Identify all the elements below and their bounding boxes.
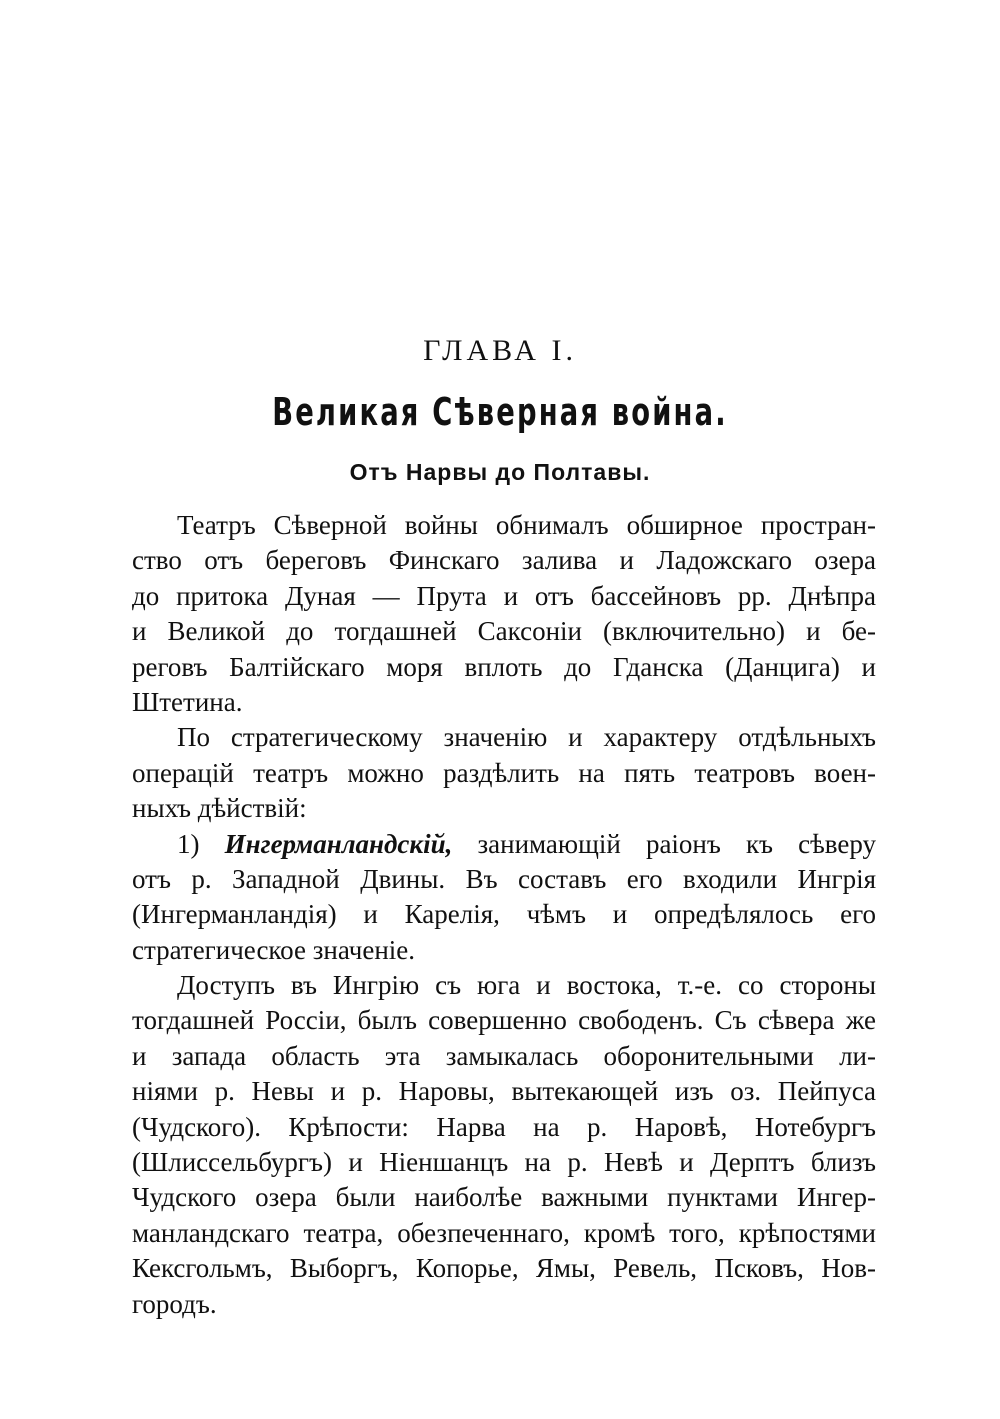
body-text	[132, 508, 876, 1322]
paragraph-3-line-4: стратегическое значеніе.	[132, 934, 415, 965]
list-number: 1)	[177, 828, 225, 859]
paragraph-1-line-4: и Великой до тогдашней Саксоніи (включительно) и бе-	[132, 616, 876, 647]
chapter-title: Великая Сѣверная война.	[272, 390, 728, 434]
paragraph-3-line-2: отъ р. Западной Двины. Въ составъ его входили Ингрія	[132, 863, 876, 894]
paragraph-1-line-2: ство отъ береговъ Финскаго залива и Ладожскаго озера	[132, 545, 876, 576]
paragraph-1-line-3: до притока Дуная — Прута и отъ бассейновъ рр. Днѣпра	[132, 580, 876, 611]
paragraph-2-line-3: ныхъ дѣйствій:	[132, 793, 307, 824]
paragraph-2-line-2: операцій театръ можно раздѣлить на пять театровъ воен-	[132, 757, 876, 788]
paragraph-2-line-1: По стратегическому значенію и характеру отдѣльныхъ	[177, 722, 876, 753]
paragraph-4-line-8: манландскаго театра, обезпеченнаго, кромѣ того, крѣпостями	[132, 1217, 876, 1248]
paragraph-1-line-6: Штетина.	[132, 686, 243, 717]
emphasized-term: Ингерманландскій,	[224, 828, 453, 859]
section-title: Отъ Нарвы до Полтавы.	[349, 459, 651, 485]
paragraph-4-line-3: и запада область эта замыкалась оборонительными ли-	[132, 1040, 876, 1071]
paragraph-4-line-9: Кексгольмъ, Выборгъ, Копорье, Ямы, Ревель, Псковъ, Нов-	[132, 1253, 876, 1284]
paragraph-4-line-4: ніями р. Невы и р. Наровы, вытекающей изъ оз. Пейпуса	[132, 1076, 876, 1107]
paragraph-3-line-3: (Ингерманландія) и Карелія, чѣмъ и опредѣлялось его	[132, 899, 876, 930]
paragraph-1-line-5: реговъ Балтійскаго моря вплоть до Гданска (Данцига) и	[132, 651, 876, 682]
paragraph-4-line-5: (Чудского). Крѣпости: Нарва на р. Наровѣ, Нотебургъ	[132, 1111, 876, 1142]
paragraph-4-line-2: тогдашней Россіи, былъ совершенно свободенъ. Съ сѣвера же	[132, 1005, 876, 1036]
paragraph-4-line-10: городъ.	[132, 1288, 217, 1319]
paragraph-4-line-6: (Шлиссельбургъ) и Ніеншанцъ на р. Невѣ и Дерптъ близъ	[132, 1147, 876, 1178]
paragraph-3-line-1-rest: занимающій раіонъ къ сѣверу	[452, 828, 876, 859]
chapter-label: ГЛАВА I.	[423, 334, 577, 367]
paragraph-4-line-1: Доступъ въ Ингрію съ юга и востока, т.-е. со стороны	[177, 970, 876, 1001]
paragraph-1-line-1: Театръ Сѣверной войны обнималъ обширное простран-	[177, 510, 876, 540]
paragraph-3-line-1	[132, 827, 876, 862]
paragraph-4-line-7: Чудского озера были наиболѣе важными пунктами Ингер-	[132, 1182, 876, 1213]
